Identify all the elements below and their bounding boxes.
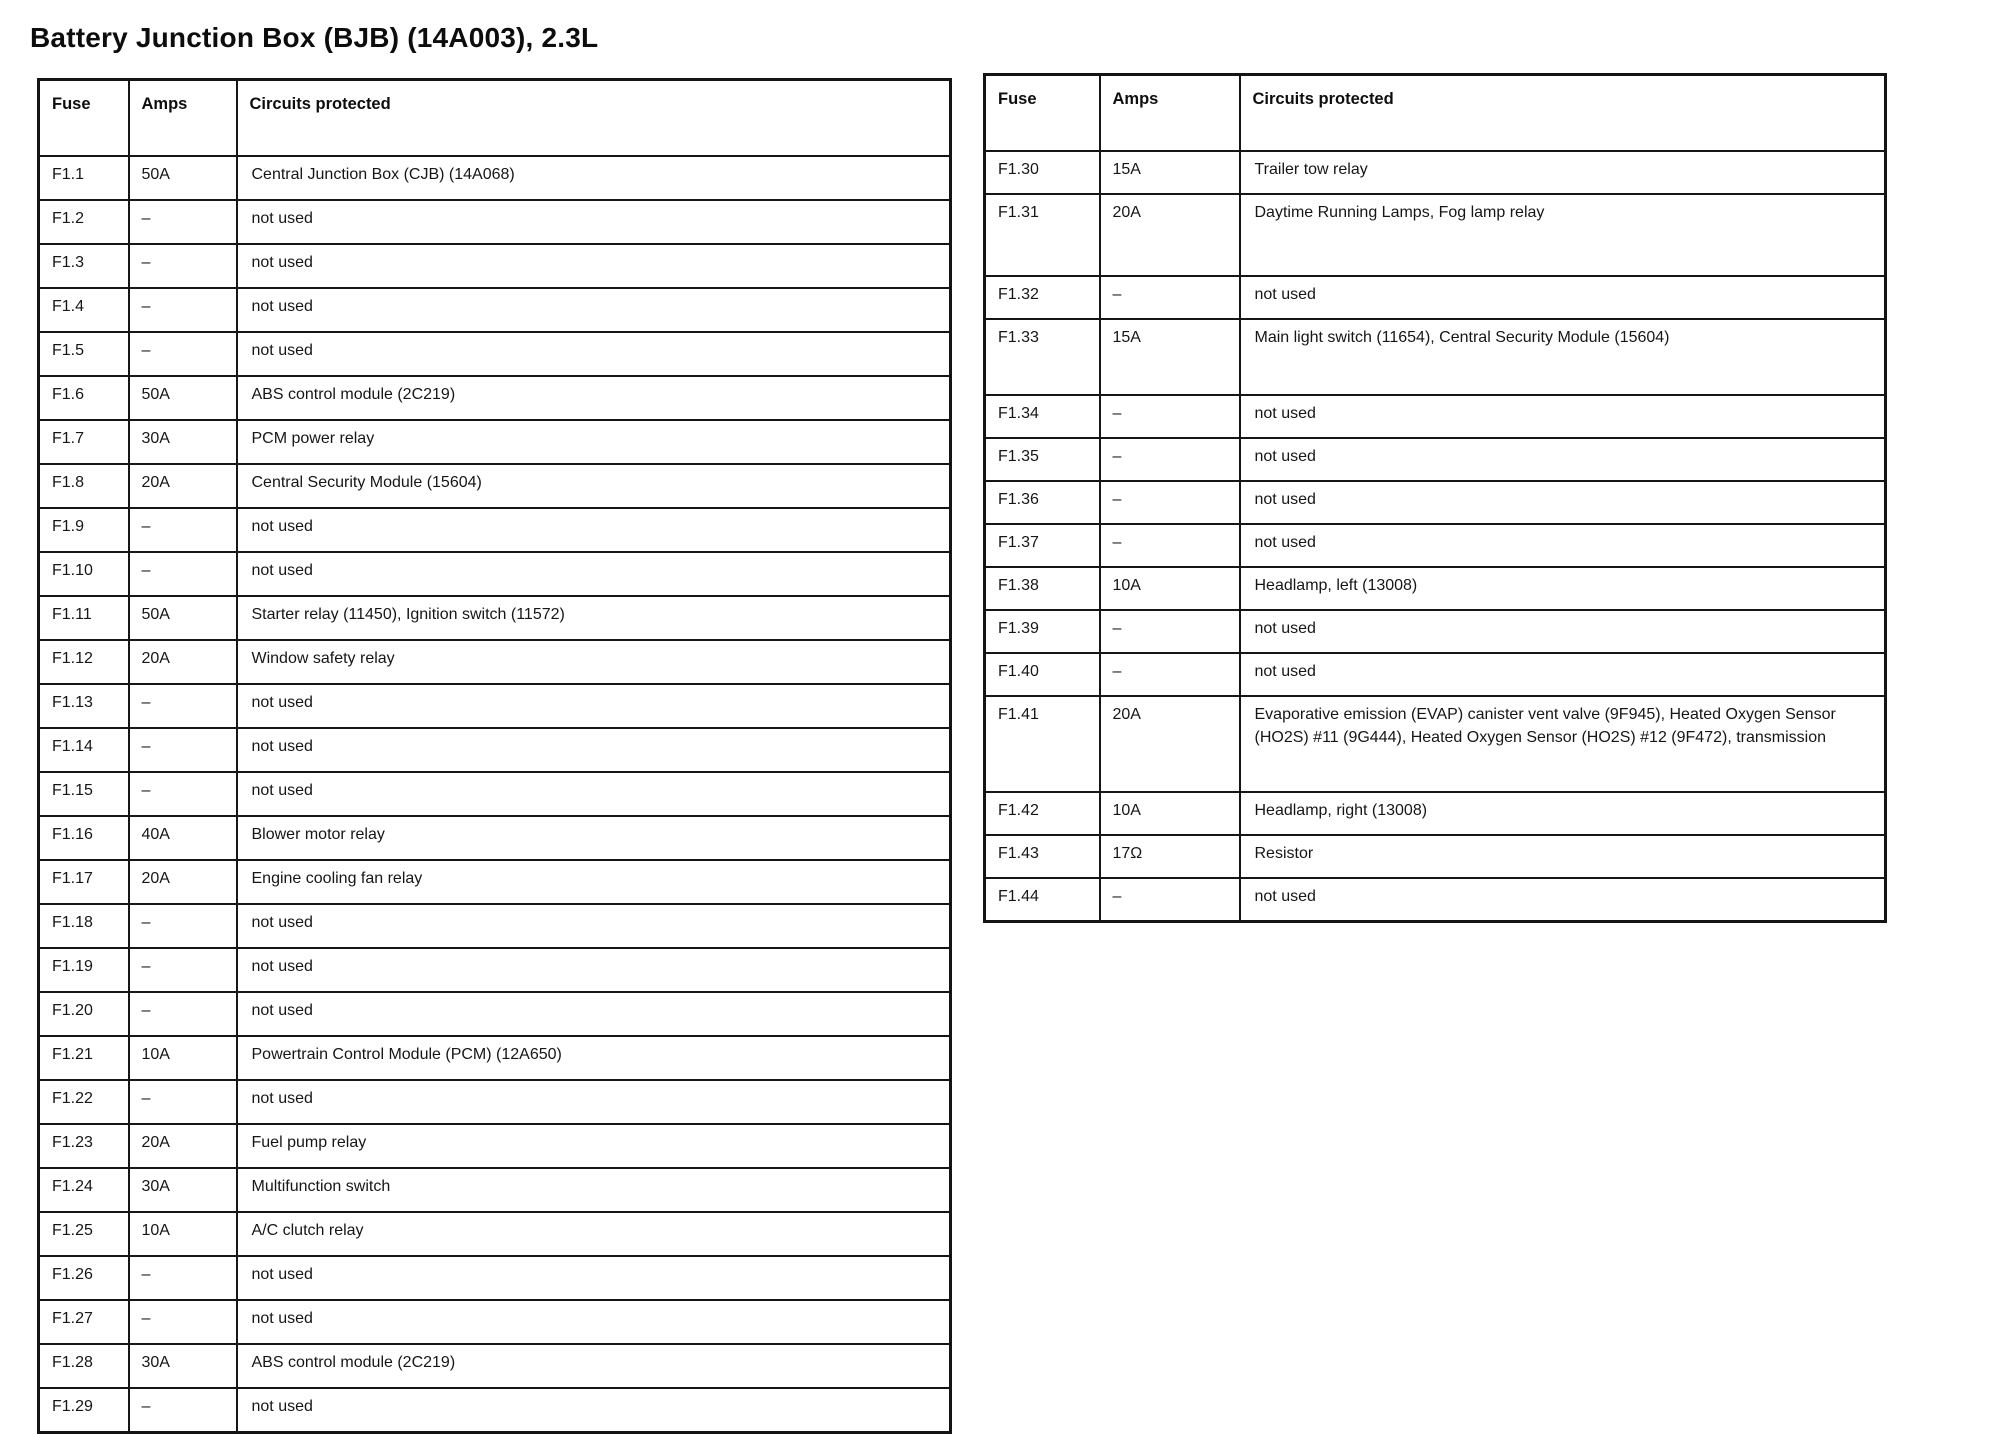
- left-table-body: [39, 156, 951, 1433]
- circuits-cell: not used: [237, 904, 951, 948]
- fuse-cell: F1.6: [39, 376, 129, 420]
- circuits-cell: not used: [1240, 481, 1886, 524]
- amps-cell: –: [129, 728, 237, 772]
- fuse-cell: F1.15: [39, 772, 129, 816]
- amps-cell: 10A: [1100, 567, 1240, 610]
- fuse-cell: F1.24: [39, 1168, 129, 1212]
- fuse-cell: F1.18: [39, 904, 129, 948]
- circuits-cell: Main light switch (11654), Central Security Module (15604): [1240, 319, 1886, 395]
- right-table-header-row: [985, 75, 1886, 152]
- fuse-cell: F1.40: [985, 653, 1100, 696]
- table-row: [39, 508, 951, 552]
- table-row: [985, 524, 1886, 567]
- fuse-cell: F1.20: [39, 992, 129, 1036]
- table-row: [39, 1388, 951, 1433]
- amps-cell: 30A: [129, 420, 237, 464]
- table-row: [39, 1168, 951, 1212]
- circuits-cell: Starter relay (11450), Ignition switch (11572): [237, 596, 951, 640]
- amps-cell: 10A: [129, 1036, 237, 1080]
- table-row: [39, 288, 951, 332]
- circuits-cell: Fuel pump relay: [237, 1124, 951, 1168]
- right-col-header-fuse: Fuse: [985, 75, 1100, 152]
- fuse-cell: F1.17: [39, 860, 129, 904]
- table-row: [39, 992, 951, 1036]
- table-row: [39, 332, 951, 376]
- fuse-cell: F1.43: [985, 835, 1100, 878]
- amps-cell: 20A: [129, 640, 237, 684]
- circuits-cell: not used: [1240, 524, 1886, 567]
- table-row: [39, 376, 951, 420]
- table-row: [39, 1036, 951, 1080]
- fuse-cell: F1.32: [985, 276, 1100, 319]
- circuits-cell: Window safety relay: [237, 640, 951, 684]
- table-row: [985, 395, 1886, 438]
- fuse-cell: F1.27: [39, 1300, 129, 1344]
- circuits-cell: Multifunction switch: [237, 1168, 951, 1212]
- amps-cell: –: [129, 772, 237, 816]
- amps-cell: –: [129, 288, 237, 332]
- right-col-header-circuits: Circuits protected: [1240, 75, 1886, 152]
- amps-cell: 30A: [129, 1168, 237, 1212]
- circuits-cell: PCM power relay: [237, 420, 951, 464]
- amps-cell: –: [1100, 878, 1240, 922]
- table-row: [985, 835, 1886, 878]
- amps-cell: 15A: [1100, 319, 1240, 395]
- table-row: [39, 156, 951, 200]
- fuse-cell: F1.2: [39, 200, 129, 244]
- circuits-cell: not used: [1240, 653, 1886, 696]
- amps-cell: 10A: [129, 1212, 237, 1256]
- table-row: [985, 481, 1886, 524]
- amps-cell: –: [129, 508, 237, 552]
- circuits-cell: not used: [1240, 878, 1886, 922]
- fuse-cell: F1.8: [39, 464, 129, 508]
- amps-cell: 50A: [129, 596, 237, 640]
- fuse-cell: F1.13: [39, 684, 129, 728]
- circuits-cell: not used: [237, 200, 951, 244]
- amps-cell: 30A: [129, 1344, 237, 1388]
- fuse-cell: F1.23: [39, 1124, 129, 1168]
- amps-cell: –: [129, 1300, 237, 1344]
- table-row: [39, 596, 951, 640]
- fuse-cell: F1.33: [985, 319, 1100, 395]
- circuits-cell: not used: [237, 948, 951, 992]
- left-table-header-row: [39, 80, 951, 157]
- table-row: [39, 1124, 951, 1168]
- fuse-cell: F1.9: [39, 508, 129, 552]
- table-row: [39, 684, 951, 728]
- table-row: [39, 1344, 951, 1388]
- table-row: [985, 438, 1886, 481]
- fuse-cell: F1.21: [39, 1036, 129, 1080]
- amps-cell: –: [129, 948, 237, 992]
- circuits-cell: Headlamp, right (13008): [1240, 792, 1886, 835]
- table-row: [985, 276, 1886, 319]
- table-row: [39, 948, 951, 992]
- fuse-cell: F1.7: [39, 420, 129, 464]
- fuse-cell: F1.31: [985, 194, 1100, 276]
- table-row: [985, 653, 1886, 696]
- table-row: [39, 464, 951, 508]
- page-title: Battery Junction Box (BJB) (14A003), 2.3L: [30, 22, 599, 53]
- circuits-cell: Daytime Running Lamps, Fog lamp relay: [1240, 194, 1886, 276]
- left-fuse-table: [37, 78, 952, 1434]
- amps-cell: –: [1100, 481, 1240, 524]
- amps-cell: 40A: [129, 816, 237, 860]
- fuse-cell: F1.16: [39, 816, 129, 860]
- fuse-cell: F1.25: [39, 1212, 129, 1256]
- circuits-cell: not used: [237, 552, 951, 596]
- circuits-cell: Resistor: [1240, 835, 1886, 878]
- circuits-cell: not used: [1240, 438, 1886, 481]
- fuse-cell: F1.1: [39, 156, 129, 200]
- fuse-cell: F1.29: [39, 1388, 129, 1433]
- fuse-cell: F1.34: [985, 395, 1100, 438]
- circuits-cell: not used: [237, 1080, 951, 1124]
- fuse-cell: F1.37: [985, 524, 1100, 567]
- circuits-cell: not used: [237, 508, 951, 552]
- table-row: [39, 552, 951, 596]
- table-row: [39, 200, 951, 244]
- circuits-cell: not used: [237, 244, 951, 288]
- table-row: [39, 728, 951, 772]
- table-row: [39, 772, 951, 816]
- amps-cell: –: [129, 1080, 237, 1124]
- left-col-header-fuse: Fuse: [39, 80, 129, 157]
- circuits-cell: not used: [1240, 395, 1886, 438]
- right-table-body: [985, 151, 1886, 922]
- table-row: [985, 319, 1886, 395]
- amps-cell: –: [129, 200, 237, 244]
- circuits-cell: not used: [1240, 276, 1886, 319]
- amps-cell: –: [129, 992, 237, 1036]
- circuits-cell: Trailer tow relay: [1240, 151, 1886, 194]
- circuits-cell: not used: [237, 992, 951, 1036]
- table-row: [985, 610, 1886, 653]
- right-col-header-amps: Amps: [1100, 75, 1240, 152]
- amps-cell: –: [1100, 395, 1240, 438]
- amps-cell: 50A: [129, 376, 237, 420]
- table-row: [985, 567, 1886, 610]
- circuits-cell: not used: [237, 1388, 951, 1433]
- fuse-cell: F1.19: [39, 948, 129, 992]
- amps-cell: –: [129, 1388, 237, 1433]
- table-row: [39, 1212, 951, 1256]
- circuits-cell: Blower motor relay: [237, 816, 951, 860]
- amps-cell: –: [1100, 438, 1240, 481]
- fuse-cell: F1.5: [39, 332, 129, 376]
- fuse-cell: F1.41: [985, 696, 1100, 792]
- circuits-cell: not used: [237, 684, 951, 728]
- table-row: [39, 816, 951, 860]
- fuse-cell: F1.35: [985, 438, 1100, 481]
- amps-cell: 20A: [129, 860, 237, 904]
- amps-cell: 20A: [129, 464, 237, 508]
- table-row: [39, 640, 951, 684]
- circuits-cell: not used: [237, 288, 951, 332]
- circuits-cell: not used: [237, 332, 951, 376]
- circuits-cell: Engine cooling fan relay: [237, 860, 951, 904]
- circuits-cell: Evaporative emission (EVAP) canister vent valve (9F945), Heated Oxygen Sensor (HO2S) #11 (9G444), Heated Oxygen Sensor (HO2S) #12 (9F472), transmission: [1240, 696, 1886, 792]
- amps-cell: 50A: [129, 156, 237, 200]
- table-row: [39, 1256, 951, 1300]
- fuse-cell: F1.44: [985, 878, 1100, 922]
- right-fuse-table: [983, 73, 1887, 923]
- fuse-cell: F1.36: [985, 481, 1100, 524]
- amps-cell: –: [129, 904, 237, 948]
- amps-cell: 20A: [129, 1124, 237, 1168]
- amps-cell: 10A: [1100, 792, 1240, 835]
- fuse-cell: F1.14: [39, 728, 129, 772]
- circuits-cell: not used: [237, 728, 951, 772]
- amps-cell: –: [129, 244, 237, 288]
- amps-cell: –: [1100, 524, 1240, 567]
- circuits-cell: ABS control module (2C219): [237, 376, 951, 420]
- table-row: [39, 1080, 951, 1124]
- fuse-cell: F1.26: [39, 1256, 129, 1300]
- table-row: [985, 792, 1886, 835]
- fuse-cell: F1.38: [985, 567, 1100, 610]
- fuse-cell: F1.30: [985, 151, 1100, 194]
- amps-cell: –: [1100, 276, 1240, 319]
- left-col-header-circuits: Circuits protected: [237, 80, 951, 157]
- table-row: [985, 151, 1886, 194]
- fuse-cell: F1.12: [39, 640, 129, 684]
- table-row: [985, 194, 1886, 276]
- table-row: [39, 904, 951, 948]
- table-row: [985, 878, 1886, 922]
- amps-cell: –: [129, 684, 237, 728]
- circuits-cell: not used: [237, 1256, 951, 1300]
- fuse-cell: F1.42: [985, 792, 1100, 835]
- fuse-cell: F1.22: [39, 1080, 129, 1124]
- amps-cell: 15A: [1100, 151, 1240, 194]
- circuits-cell: Central Security Module (15604): [237, 464, 951, 508]
- circuits-cell: not used: [237, 1300, 951, 1344]
- circuits-cell: Headlamp, left (13008): [1240, 567, 1886, 610]
- fuse-cell: F1.11: [39, 596, 129, 640]
- circuits-cell: ABS control module (2C219): [237, 1344, 951, 1388]
- table-row: [39, 420, 951, 464]
- circuits-cell: Powertrain Control Module (PCM) (12A650): [237, 1036, 951, 1080]
- fuse-cell: F1.10: [39, 552, 129, 596]
- circuits-cell: A/C clutch relay: [237, 1212, 951, 1256]
- amps-cell: –: [129, 1256, 237, 1300]
- left-col-header-amps: Amps: [129, 80, 237, 157]
- circuits-cell: Central Junction Box (CJB) (14A068): [237, 156, 951, 200]
- amps-cell: –: [129, 332, 237, 376]
- fuse-cell: F1.4: [39, 288, 129, 332]
- amps-cell: –: [1100, 610, 1240, 653]
- amps-cell: 20A: [1100, 696, 1240, 792]
- table-row: [39, 860, 951, 904]
- fuse-cell: F1.28: [39, 1344, 129, 1388]
- amps-cell: –: [129, 552, 237, 596]
- amps-cell: –: [1100, 653, 1240, 696]
- circuits-cell: not used: [237, 772, 951, 816]
- fuse-cell: F1.3: [39, 244, 129, 288]
- fuse-cell: F1.39: [985, 610, 1100, 653]
- amps-cell: 20A: [1100, 194, 1240, 276]
- table-row: [985, 696, 1886, 792]
- table-row: [39, 244, 951, 288]
- amps-cell: 17Ω: [1100, 835, 1240, 878]
- table-row: [39, 1300, 951, 1344]
- circuits-cell: not used: [1240, 610, 1886, 653]
